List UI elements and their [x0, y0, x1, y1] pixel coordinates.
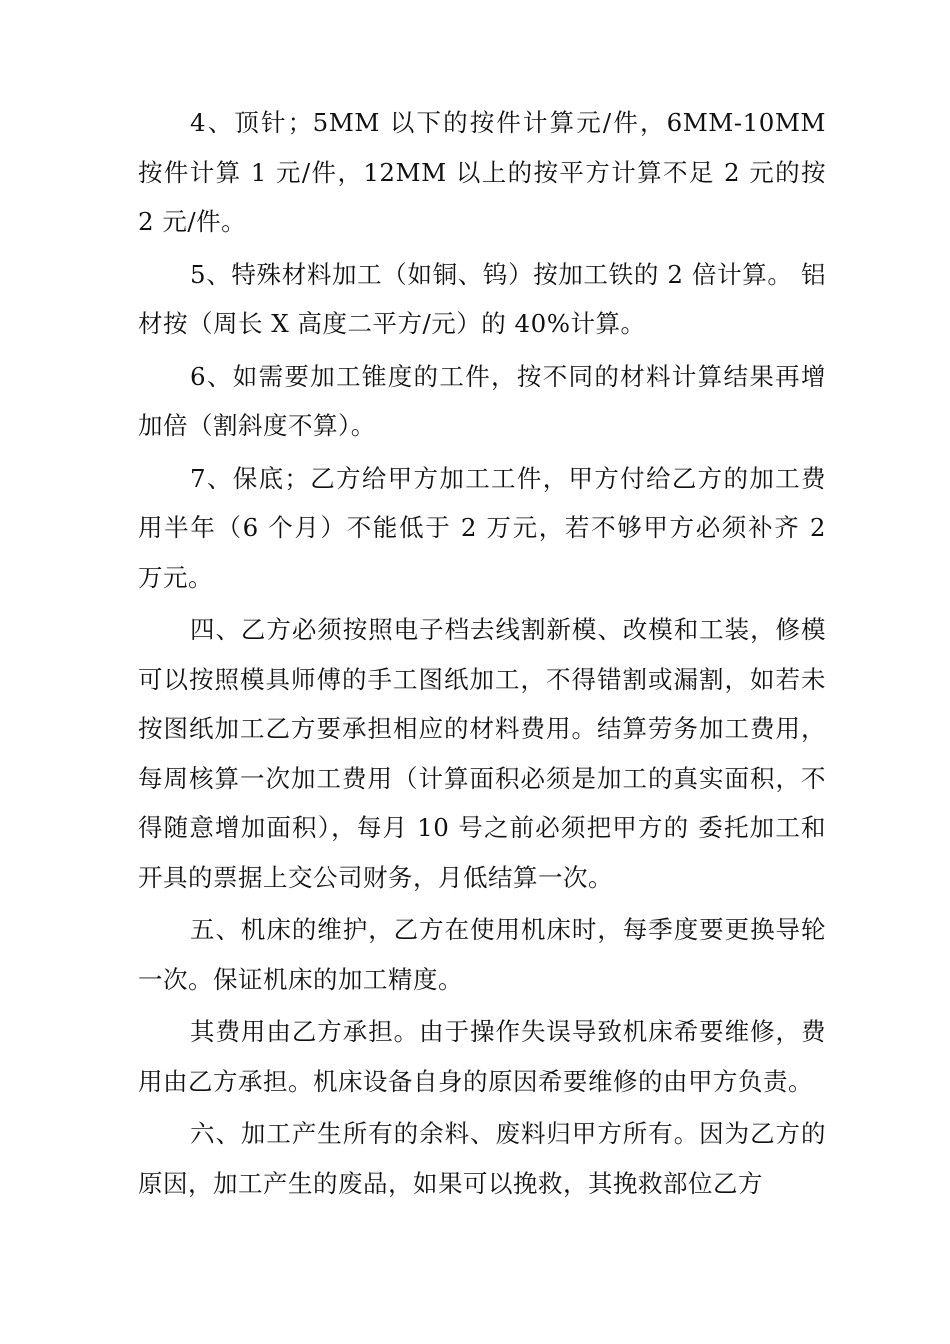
paragraph-ejector-pin-pricing: 4、顶针；5MM 以下的按件计算元/件，6MM-10MM 按件计算 1 元/件，12MM 以上的按平方计算不足 2 元的按 2 元/件。 — [138, 108, 826, 236]
paragraph-section-five: 五、机床的维护，乙方在使用机床时，每季度要更换导轮一次。保证机床的加工精度。 — [138, 915, 826, 994]
paragraph-maintenance-costs: 其费用由乙方承担。由于操作失误导致机床希要维修，费用由乙方承担。机床设备自身的原因希要维修的由甲方负责。 — [138, 1017, 826, 1096]
paragraph-section-four: 四、乙方必须按照电子档去线割新模、改模和工装，修模可以按照模具师傅的手工图纸加工，不得错割或漏割，如若未按图纸加工乙方要承担相应的材料费用。结算劳务加工费用，每周核算一次加工费用（计算面积必须是加工的真实面积，不得随意增加面积），每月 10 号之前必须把甲方的 委托加工和开具的票据上交公司财务，月低结算一次。 — [138, 615, 826, 892]
paragraph-special-material-pricing: 5、特殊材料加工（如铜、钨）按加工铁的 2 倍计算。 铝材按（周长 X 高度二平方/元）的 40%计算。 — [138, 259, 826, 338]
paragraph-taper-pricing: 6、如需要加工锥度的工件，按不同的材料计算结果再增加倍（割斜度不算）。 — [138, 361, 826, 440]
document-body — [138, 98, 826, 1211]
paragraph-section-six: 六、加工产生所有的余料、废料归甲方所有。因为乙方的原因，加工产生的废品，如果可以挽救，其挽救部位乙方 — [138, 1119, 826, 1198]
paragraph-minimum-guarantee: 7、保底；乙方给甲方加工工件，甲方付给乙方的加工费用半年（6 个月）不能低于 2 万元，若不够甲方必须补齐 2 万元。 — [138, 463, 826, 592]
